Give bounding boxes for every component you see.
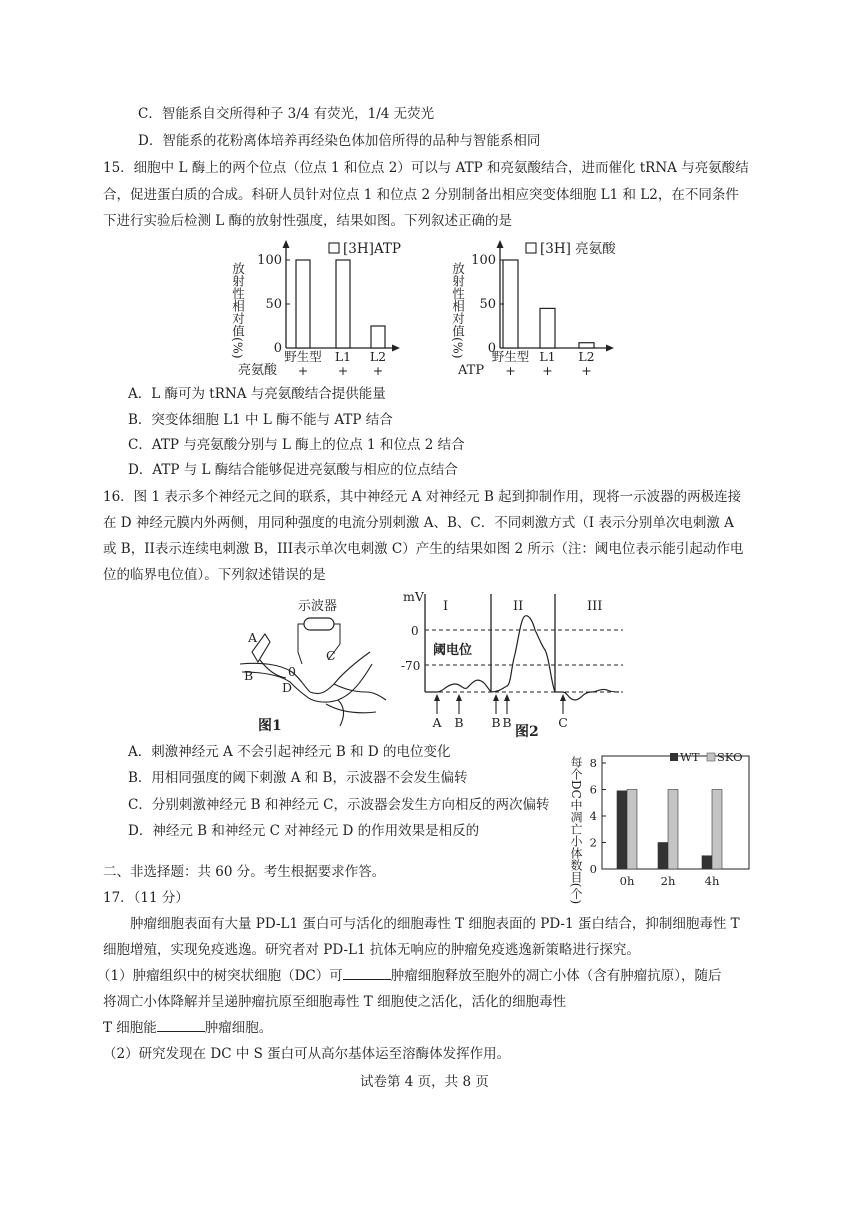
fig1-label-0: 0 [288, 664, 296, 679]
q15-stem-line1: 15．细胞中 L 酶上的两个位点（位点 1 和位点 2）可以与 ATP 和亮氨酸结合，进而催化 tRNA 与亮氨酸结 [103, 160, 749, 176]
fig1-label-b: B [244, 668, 254, 683]
fig2-section-2: II [513, 599, 524, 614]
stimulus-arrowhead-icon [493, 694, 499, 701]
chart-apoptotic-ytick-label: 4 [589, 809, 597, 823]
stimulus-label: B [491, 715, 501, 730]
stimulus-arrowhead-icon [434, 694, 440, 701]
chart-apoptotic-category-label: 2h [660, 874, 676, 888]
chart-atp-ytick-label: 0 [273, 341, 282, 356]
oscilloscope-label: 示波器 [298, 599, 338, 614]
chart-atp-ytick-label: 50 [265, 297, 282, 312]
fig2-section-1: I [443, 599, 449, 614]
figure1-neurons [230, 592, 400, 740]
q16-option-d: D．神经元 B 和神经元 C 对神经元 D 的作用效果是相反的 [128, 823, 480, 839]
stimulus-arrowhead-icon [456, 694, 462, 701]
svg-text:每个DC中凋亡小体数目(个): 每个DC中凋亡小体数目(个) [569, 756, 583, 905]
q15-option-d: D．ATP 与 L 酶结合能够促进亮氨酸与相应的位点结合 [128, 462, 458, 478]
section-2-heading: 二、非选择题：共 60 分。考生根据要求作答。 [103, 864, 386, 880]
chart-atp-bar-2 [336, 260, 350, 348]
q14-option-c: C．智能系自交所得种子 3/4 有荧光，1/4 无荧光 [138, 106, 435, 122]
answer-blank-2[interactable] [157, 1019, 205, 1032]
chart-leucine-condition-label: ATP [458, 363, 485, 378]
fig2-threshold-label: 阈电位 [433, 643, 473, 658]
legend-wt-label: WT [680, 750, 700, 764]
q17-sub2: （2）研究发现在 DC 中 S 蛋白可从高尔基体运至溶酶体发挥作用。 [103, 1046, 511, 1062]
q17-heading: 17．（11 分） [103, 890, 189, 906]
q15-option-a: A．L 酶可为 tRNA 与亮氨酸结合提供能量 [128, 386, 386, 402]
q16-option-b: B．用相同强度的阈下刺激 A 和 B，示波器不会发生偏转 [128, 770, 468, 786]
electrode-left [298, 624, 304, 664]
legend-sko-swatch [707, 753, 715, 761]
chart-leucine-ytick-label: 0 [487, 341, 496, 356]
q17-sub1-part2: 肿瘤细胞释放至胞外的凋亡小体（含有肿瘤抗原），随后 [390, 968, 722, 984]
chart-apoptotic-category-label: 0h [619, 874, 635, 888]
chart-leucine-condition-sign: + [505, 363, 516, 378]
answer-blank-1[interactable] [343, 967, 391, 980]
chart-leucine [448, 232, 638, 382]
chart-apoptotic-ytick-label: 8 [589, 756, 597, 770]
chart-leucine-bar-3 [579, 343, 594, 348]
chart-atp-category-label: L2 [369, 349, 387, 364]
chart-apoptotic [569, 746, 754, 905]
chart-atp-category-label: L1 [334, 349, 352, 364]
neuron-c-axon [334, 684, 386, 700]
neuron-d-body-top [310, 652, 370, 694]
chart-atp-legend: [3H]ATP [343, 241, 401, 257]
q15-stem-line3: 下进行实验后检测 L 酶的放射性强度，结果如图。下列叙述正确的是 [103, 213, 513, 229]
q17-sub1-part3: T 细胞能 [103, 1020, 157, 1036]
bar-wt-4h [702, 856, 712, 869]
stimulus-label: A [432, 715, 442, 730]
q15-option-c: C．ATP 与亮氨酸分别与 L 酶上的位点 1 和位点 2 结合 [128, 437, 465, 453]
chart-leucine-category-label: L2 [578, 349, 595, 364]
neuron-d-process [338, 700, 344, 726]
bar-wt-2h [658, 843, 668, 870]
q17-para-line2: 细胞增殖，实现免疫逃逸。研究者对 PD-L1 抗体无响应的肿瘤免疫逃逸新策略进行探究。 [103, 942, 640, 958]
neuron-d-body-bottom [306, 664, 372, 702]
bar-wt-0h [617, 791, 627, 869]
fig1-caption: 图1 [258, 718, 282, 734]
chart-leucine-category-label: L1 [539, 349, 556, 364]
page-footer: 试卷第 4 页，共 8 页 [360, 1074, 489, 1090]
q16-option-c: C．分别刺激神经元 B 和神经元 C，示波器会发生方向相反的两次偏转 [128, 797, 550, 813]
fig2-unit: mV [403, 589, 424, 604]
chart-atp-y-arrow-icon [283, 240, 290, 248]
chart-leucine-bar-1 [503, 260, 518, 348]
fig1-label-c: C [326, 648, 336, 663]
chart-atp-condition-sign: + [372, 363, 384, 378]
chart-leucine-ytick-label: 100 [471, 253, 496, 268]
q15-stem-line2: 合，促进蛋白质的合成。科研人员针对位点 1 和位点 2 分别制备出相应突变体细胞 L1 和 L2，在不同条件 [103, 187, 739, 203]
chart-atp-ylabel [231, 262, 246, 359]
fig2-caption: 图2 [515, 724, 539, 740]
q16-stem-line2: 在 D 神经元膜内外两侧，用同种强度的电流分别刺激 A、B、C．不同刺激方式（I 表示分别单次电刺激 A [103, 515, 734, 531]
chart-atp [228, 232, 408, 382]
chart-leucine-bar-2 [540, 308, 555, 348]
q16-stem-line1: 16．图 1 表示多个神经元之间的联系，其中神经元 A 对神经元 B 起到抑制作用，现将一示波器的两极连接 [103, 489, 742, 505]
bar-sko-4h [712, 790, 722, 870]
neuron-d-axon [326, 704, 376, 713]
chart-leucine-y-arrow-icon [497, 240, 504, 248]
chart-atp-condition-sign: + [337, 363, 349, 378]
svg-text:放射性相对值(%): 放射性相对值(%) [450, 262, 466, 359]
q16-stem-line4: 位的临界电位值）。下列叙述错误的是 [103, 567, 326, 583]
chart-atp-bar-1 [296, 260, 310, 348]
chart-apoptotic-ytick-label: 2 [589, 835, 597, 850]
chart-atp-ytick-label: 100 [257, 253, 282, 268]
chart-apoptotic-ytick-label: 6 [589, 782, 597, 797]
chart-leucine-category-label: 野生型 [491, 349, 530, 364]
fig2-trace-2 [491, 616, 555, 692]
q17-sub1-part1: （1）肿瘤组织中的树突状细胞（DC）可 [97, 968, 343, 984]
stimulus-arrowhead-icon [504, 694, 510, 701]
chart-apoptotic-category-label: 4h [704, 874, 720, 888]
bar-sko-0h [627, 790, 637, 870]
q16-stem-line3: 或 B，II表示连续电刺激 B，III表示单次电刺激 C）产生的结果如图 2 所示（注：阈电位表示能引起动作电 [103, 541, 744, 557]
oscilloscope-icon [304, 618, 334, 630]
q17-sub1-line3 [103, 1018, 272, 1038]
legend-wt-swatch [670, 753, 678, 761]
stimulus-label: C [558, 715, 568, 730]
chart-atp-x-arrow-icon [392, 345, 400, 352]
chart-leucine-condition-sign: + [581, 363, 592, 378]
chart-leucine-condition-sign: + [542, 363, 553, 378]
fig1-label-a: A [248, 630, 258, 645]
chart-leucine-legend-swatch [526, 243, 536, 253]
chart-leucine-ytick-label: 50 [479, 297, 496, 312]
chart-apoptotic-ylabel [569, 755, 583, 905]
chart-atp-category-label: 野生型 [284, 349, 322, 364]
fig2-trace-1 [425, 680, 491, 692]
fig2-tick-70: -70 [401, 659, 421, 673]
legend-sko-label: SKO [717, 750, 743, 764]
fig2-section-3: III [587, 599, 603, 614]
chart-apoptotic-ytick-label: 0 [589, 862, 597, 876]
svg-text:放射性相对值(%): 放射性相对值(%) [230, 262, 246, 359]
chart-leucine-legend: [3H] 亮氨酸 [540, 241, 616, 257]
q17-sub1-line2: 将凋亡小体降解并呈递肿瘤抗原至细胞毒性 T 细胞使之活化，活化的细胞毒性 [103, 994, 567, 1010]
chart-atp-legend-swatch [329, 243, 339, 253]
chart-atp-condition-sign: + [297, 363, 309, 378]
chart-atp-bar-3 [371, 326, 385, 348]
fig2-tick-0: 0 [411, 624, 419, 638]
bar-sko-2h [668, 790, 678, 870]
q16-option-a: A．刺激神经元 A 不会引起神经元 B 和 D 的电位变化 [128, 744, 451, 760]
q14-option-d: D．智能系的花粉离体培养再经染色体加倍所得的品种与智能系相同 [138, 133, 541, 149]
stimulus-label: B [454, 715, 464, 730]
figure2-potential [395, 588, 645, 740]
stimulus-arrowhead-icon [560, 694, 566, 701]
q17-sub1-line1 [97, 966, 722, 986]
fig1-label-d: D [282, 680, 293, 695]
chart-leucine-ylabel [451, 262, 466, 359]
q17-para-line1: 肿瘤细胞表面有大量 PD-L1 蛋白可与活化的细胞毒性 T 细胞表面的 PD-1 蛋白结合，抑制细胞毒性 T [130, 916, 740, 932]
chart-leucine-x-arrow-icon [606, 345, 614, 352]
chart-atp-condition-label: 亮氨酸 [238, 363, 278, 378]
q17-sub1-part4: 肿瘤细胞。 [204, 1020, 273, 1036]
q15-option-b: B．突变体细胞 L1 中 L 酶不能与 ATP 结合 [128, 412, 393, 428]
stimulus-label: B [502, 715, 512, 730]
